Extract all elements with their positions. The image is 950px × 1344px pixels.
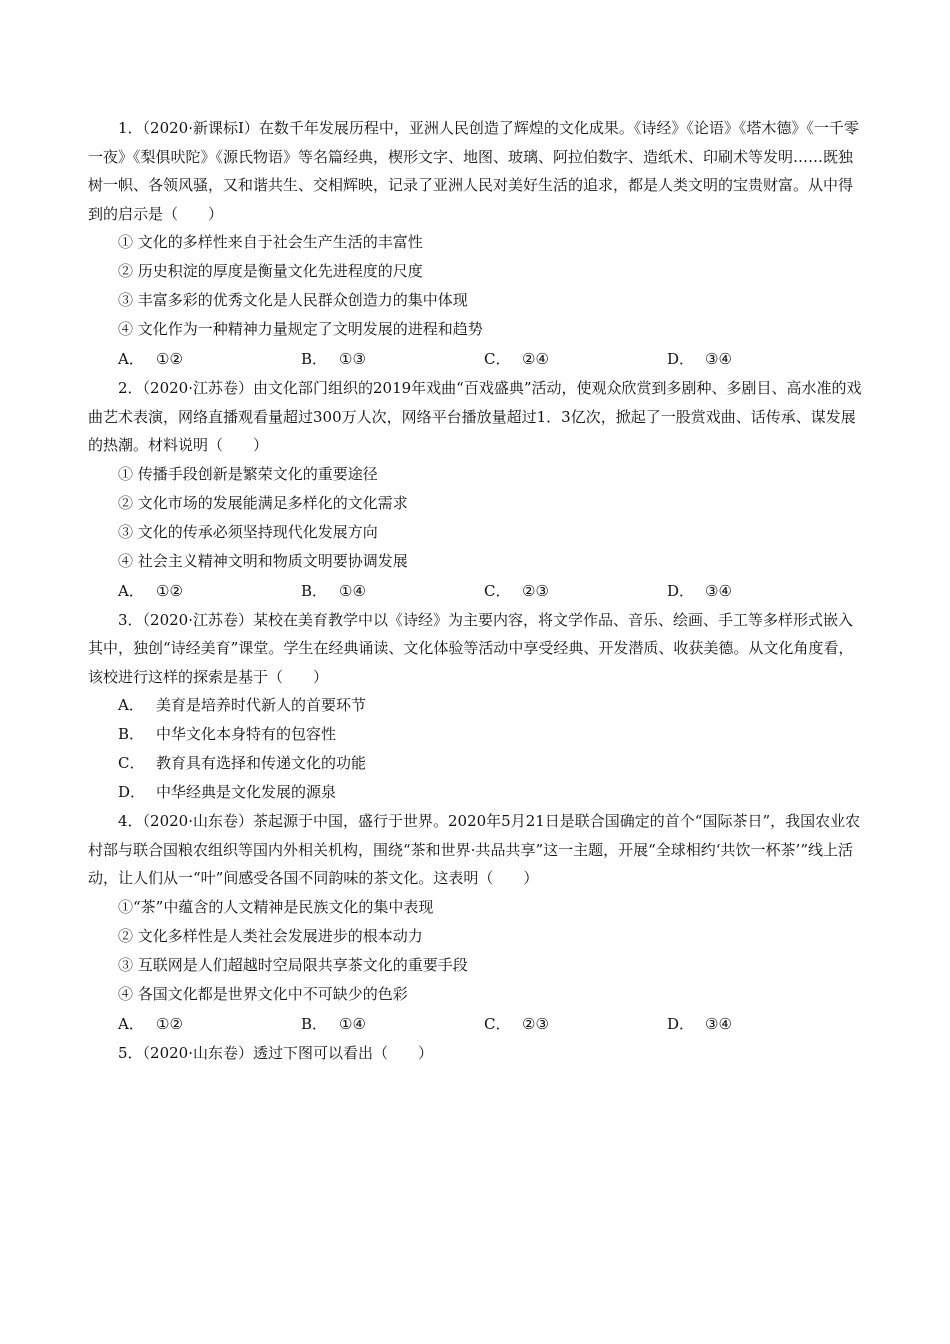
option-a: A． 美育是培养时代新人的首要环节 <box>118 696 367 714</box>
choice-c: C． ②③ <box>484 581 549 600</box>
statement: ① 传播手段创新是繁荣文化的重要途径 <box>118 464 378 483</box>
option-c: C． 教育具有选择和传递文化的功能 <box>118 754 367 772</box>
statement: ② 文化市场的发展能满足多样化的文化需求 <box>118 493 408 512</box>
statement: ③ 互联网是人们超越时空局限共享茶文化的重要手段 <box>118 955 468 974</box>
statement: ③ 丰富多彩的优秀文化是人民群众创造力的集中体现 <box>118 291 468 309</box>
choice-c: C． ②③ <box>484 1014 549 1033</box>
question-stem: 2．（2020·江苏卷）由文化部门组织的2019年戏曲“百戏盛典”活动，使观众欣赏到多剧种、多剧目、高水准的戏曲艺术表演，网络直播观看量超过300万人次，网络平台播放量超过1．3亿次，掀起了一股赏戏曲、话传承、谋发展的热潮。材料说明（ ） <box>88 379 862 454</box>
question-stem: 1．（2020·新课标Ⅰ）在数千年发展历程中，亚洲人民创造了辉煌的文化成果。《诗经》《论语》《塔木德》《一千零一夜》《梨俱吠陀》《源氏物语》等名篇经典，楔形文字、地图、玻璃、阿拉伯数字、造纸术、印刷术等发明……既独树一帜、各领风骚，又和谐共生、交相辉映，记录了亚洲人民对美好生活的追求，都是人类文明的宝贵财富。从中得到的启示是（ ） <box>88 119 859 223</box>
statement: ③ 文化的传承必须坚持现代化发展方向 <box>118 522 378 541</box>
option-d: D． 中华经典是文化发展的源泉 <box>118 783 337 801</box>
answer-choices <box>88 1009 862 1039</box>
question-3 <box>88 606 862 808</box>
question-4 <box>88 807 862 1039</box>
option-b: B． 中华文化本身特有的包容性 <box>118 725 337 743</box>
choice-b: B． ①④ <box>301 581 366 600</box>
answer-choices <box>88 344 862 374</box>
choice-a: A． ①② <box>118 350 183 368</box>
question-stem: 3．（2020·江苏卷）某校在美育教学中以《诗经》为主要内容，将文学作品、音乐、绘画、手工等多样形式嵌入其中，独创“诗经美育”课堂。学生在经典诵读、文化体验等活动中享受经典、开发潜质、收获美德。从文化角度看，该校进行这样的探索是基于（ ） <box>88 610 854 686</box>
choice-d: D． ③④ <box>667 581 732 600</box>
choice-b: B． ①④ <box>301 1014 366 1033</box>
choice-a: A． ①② <box>118 1014 183 1033</box>
choice-b: B． ①③ <box>301 350 366 368</box>
question-1 <box>88 114 862 374</box>
question-list <box>88 114 862 1067</box>
statement: ④ 社会主义精神文明和物质文明要协调发展 <box>118 551 408 570</box>
choice-c: C． ②④ <box>484 350 549 368</box>
statement: ① 文化的多样性来自于社会生产生活的丰富性 <box>118 233 423 251</box>
statement: ② 文化多样性是人类社会发展进步的根本动力 <box>118 926 423 945</box>
choice-d: D． ③④ <box>667 350 732 368</box>
statement: ④ 各国文化都是世界文化中不可缺少的色彩 <box>118 984 408 1003</box>
answer-choices <box>88 576 862 606</box>
choice-a: A． ①② <box>118 581 183 600</box>
question-2 <box>88 374 862 606</box>
statement: ①“茶”中蕴含的人文精神是民族文化的集中表现 <box>118 897 434 916</box>
question-stem: 4．（2020·山东卷）茶起源于中国，盛行于世界。2020年5月21日是联合国确定的首个“国际茶日”，我国农业农村部与联合国粮农组织等国内外相关机构，围绕“茶和世界·共品共享”这一主题，开展“全球相约‘共饮一杯茶’”线上活动，让人们从一“叶”间感受各国不同韵味的茶文化。这表明（ ） <box>88 812 861 887</box>
question-5 <box>88 1039 862 1068</box>
statement: ② 历史积淀的厚度是衡量文化先进程度的尺度 <box>118 262 423 280</box>
statement: ④ 文化作为一种精神力量规定了文明发展的进程和趋势 <box>118 320 483 338</box>
choice-d: D． ③④ <box>667 1014 732 1033</box>
question-stem: 5．（2020·山东卷）透过下图可以看出（ ） <box>118 1043 433 1062</box>
